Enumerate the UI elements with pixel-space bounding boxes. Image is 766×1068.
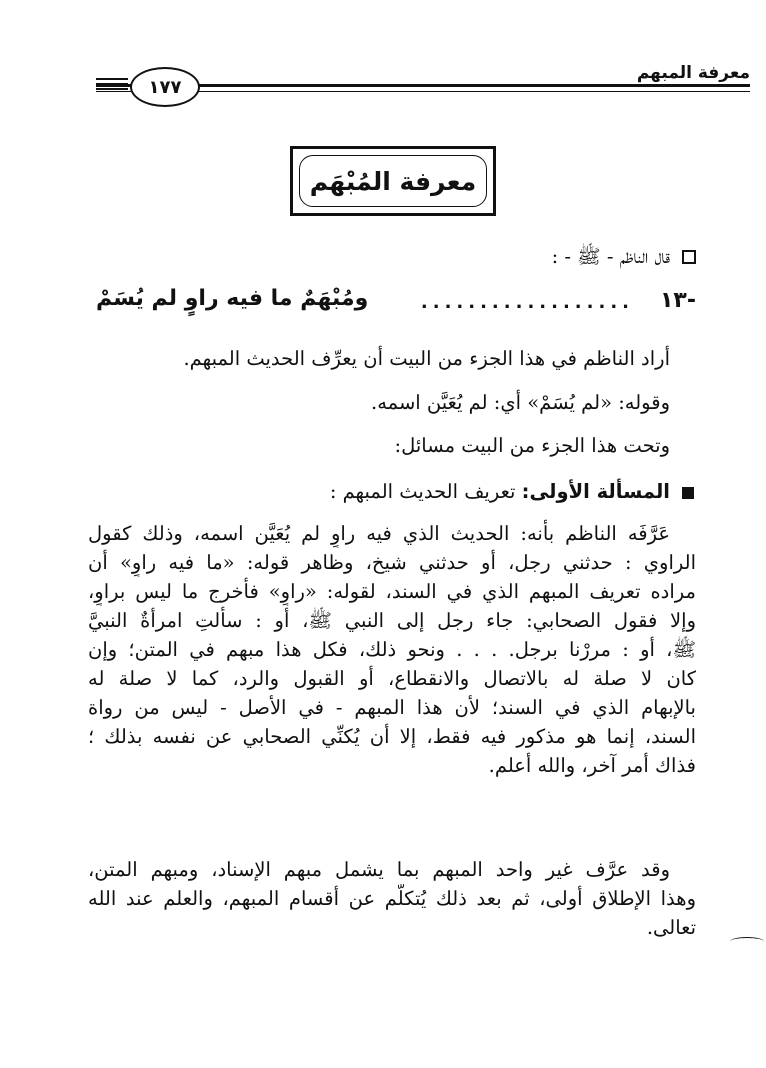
running-header-title: معرفة المبهم [636, 63, 750, 83]
verse-dots: .................. [420, 292, 634, 313]
final-line: تعالى. [646, 916, 696, 939]
section-title: معرفة المُبْهَم [309, 166, 477, 196]
body-line: وإلا فقول الصحابي: جاء رجل إلى النبي ﷺ، أو : سألتِ امرأةٌ النبيَّ [88, 609, 696, 632]
body-line: مراده تعريف المبهم الذي في السند، لقوله: «راوٍ» فأخرج ما ليس براوٍ، [88, 580, 696, 603]
body-line: فذاك أمر آخر، والله أعلم. [488, 754, 696, 777]
body-line: عَرَّفَه الناظم بأنه: الحديث الذي فيه راوٍ لم يُعَيَّن اسمه، وذلك كقول [88, 522, 670, 545]
body-line: الراوي : حدثني رجل، أو حدثني شيخ، وظاهر قوله: «ما فيه راوٍ» أن [88, 551, 696, 574]
final-paragraph [88, 855, 696, 942]
section-title-box [290, 146, 496, 216]
margin-mark [730, 937, 764, 946]
filled-square-bullet-icon [682, 487, 694, 499]
body-line: بالإبهام الذي في السند؛ لأن هذا المبهم - في الأصل - ليس من رواة [88, 696, 696, 719]
paragraph-2: وقوله: «لم يُسَمْ» أي: لم يُعَيَّن اسمه. [371, 391, 670, 414]
issue-one-text: تعريف الحديث المبهم : [329, 480, 516, 503]
paragraph-1: أراد الناظم في هذا الجزء من البيت أن يعرِّف الحديث المبهم. [183, 347, 670, 370]
verse-hemistich: ومُبْهَمٌ ما فيه راوٍ لم يُسَمْ [96, 286, 369, 311]
issue-one-label: المسألة الأولى: [521, 480, 670, 503]
body-line: كان لا صلة له بالاتصال والانقطاع، أو القبول والرد، كما لا صلة له [88, 667, 696, 690]
final-line: وقد عرَّف غير واحد المبهم بما يشمل مبهم الإسناد، ومبهم المتن، [88, 858, 670, 881]
header-dashes [96, 78, 128, 90]
intro-line: قال الناظم - ﷺ - : [551, 245, 670, 268]
page-number-badge [130, 67, 200, 107]
paragraph-3: وتحت هذا الجزء من البيت مسائل: [394, 434, 670, 457]
body-paragraph [88, 519, 696, 780]
body-line: السند، إنما هو مذكور فيه فقط، إلا أن يُكنِّي الصحابي عن نفسه بذلك ؛ [88, 725, 696, 748]
verse-number: -١٣ [660, 288, 696, 313]
page-number: ١٧٧ [148, 76, 182, 98]
issue-one-heading [330, 478, 670, 506]
final-line: وهذا الإطلاق أولى، ثم بعد ذلك يُتكلَّم عن أقسام المبهم، والعلم عند الله [88, 887, 696, 910]
square-bullet-icon [682, 250, 696, 264]
body-line: ﷺ، أو : مررْنا برجل. . . . ونحو ذلك، فكل هذا مبهم في المتن؛ وإن [88, 638, 696, 661]
